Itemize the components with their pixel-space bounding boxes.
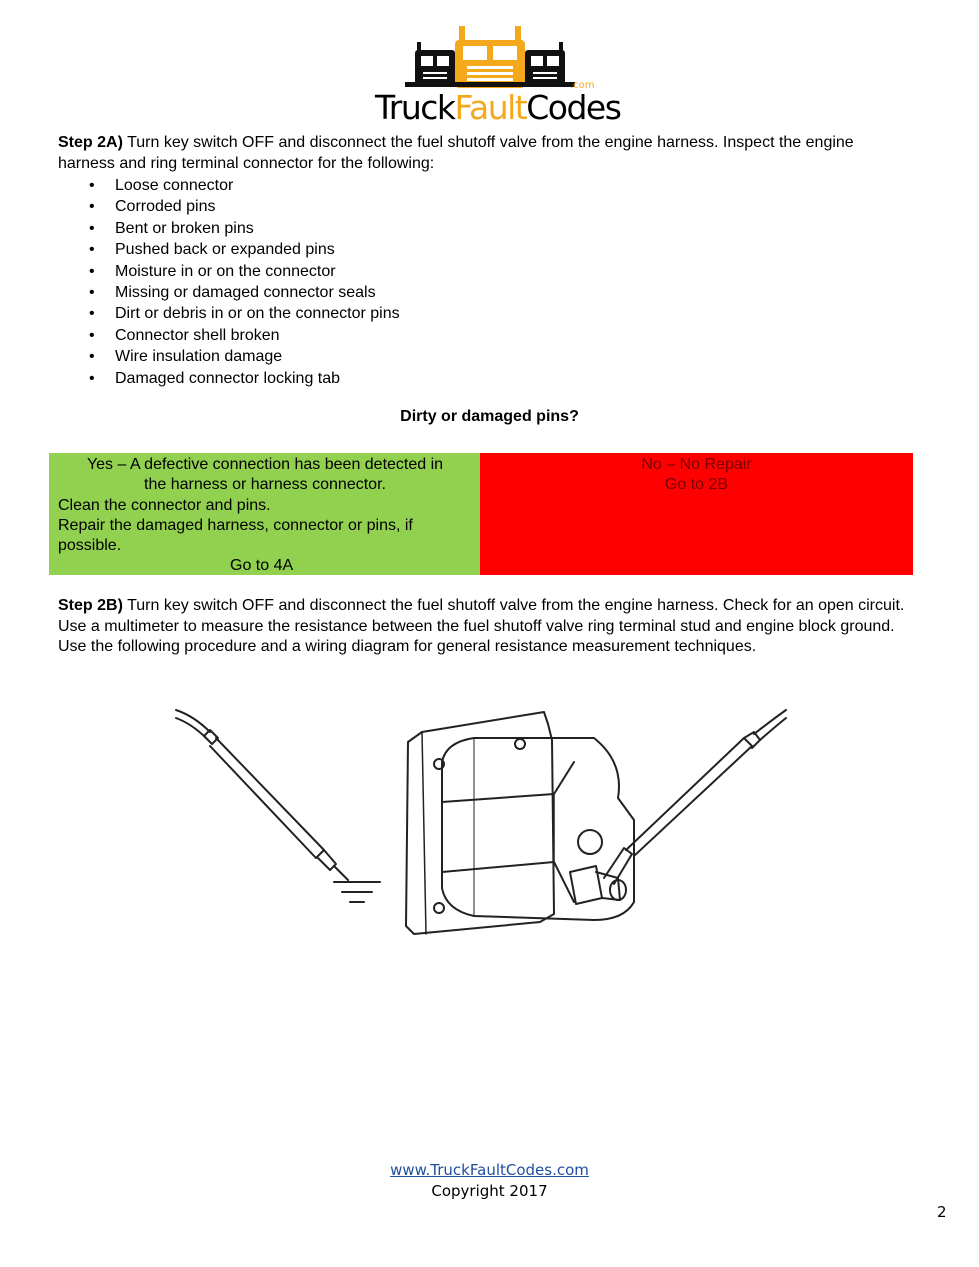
logo-wordmark: TruckFaultCodes [375,88,621,127]
list-item: • Pushed back or expanded pins [89,241,335,259]
yes-outcome-cell [49,453,480,575]
list-item: • Loose connector [89,177,234,194]
outcome-table [49,453,913,575]
step-2b-paragraph [58,596,908,658]
step-2a-label: Step 2A) [58,134,123,151]
yes-goto: Go to 4A [230,557,294,575]
footer-link-row [0,1161,979,1179]
yes-line-4: Repair the damaged harness, connector or pins, if possible. [58,516,413,555]
logo-domain-suffix: .com [570,80,595,91]
page-number: 2 [937,1203,947,1221]
no-outcome-cell [480,453,913,575]
list-item: • Wire insulation damage [89,348,283,366]
yes-line-1: Yes – A defective connection has been detected in [86,456,444,473]
step-2a-text: Turn key switch OFF and disconnect the fuel shutoff valve from the engine harness. Inspect the engine harness and ring terminal connector for the following: [58,134,854,172]
yes-line-3: Clean the connector and pins. [58,496,271,514]
decision-question: Dirty or damaged pins? [400,408,579,425]
list-item: • Missing or damaged connector seals [89,283,376,301]
right-probe-icon [604,732,760,884]
ground-icon [334,882,380,902]
copyright-notice: Copyright 2017 [431,1182,548,1200]
step-2b-label: Step 2B) [58,597,123,614]
list-item: • Moisture in or on the connector [89,262,336,280]
no-line-1: No – No Repair [641,456,752,473]
list-item: • Connector shell broken [89,326,280,344]
yes-line-2: the harness or harness connector. [144,476,386,494]
truckfaultcodes-logo [375,20,621,128]
list-item: • Bent or broken pins [89,219,254,237]
left-probe-icon [204,730,348,880]
no-goto: Go to 2B [664,476,729,494]
step-2a-paragraph [58,133,908,174]
website-link[interactable]: www.TruckFaultCodes.com [390,1161,589,1179]
list-item: • Dirt or debris in or on the connector pins [89,305,400,323]
fuel-shutoff-valve-icon [406,712,634,934]
inspection-checklist [58,175,400,389]
list-item: • Damaged connector locking tab [89,369,341,387]
multimeter-probe-diagram [174,702,788,938]
list-item: • Corroded pins [89,198,216,216]
step-2b-text: Turn key switch OFF and disconnect the fuel shutoff valve from the engine harness. Check for an open circuit. Use a multimeter to measure the resistance between the fuel shutoff valve ring terminal stud and engine block ground. Use the following procedure and a wiring diagram for general resistance measurement techniques. [58,597,905,655]
